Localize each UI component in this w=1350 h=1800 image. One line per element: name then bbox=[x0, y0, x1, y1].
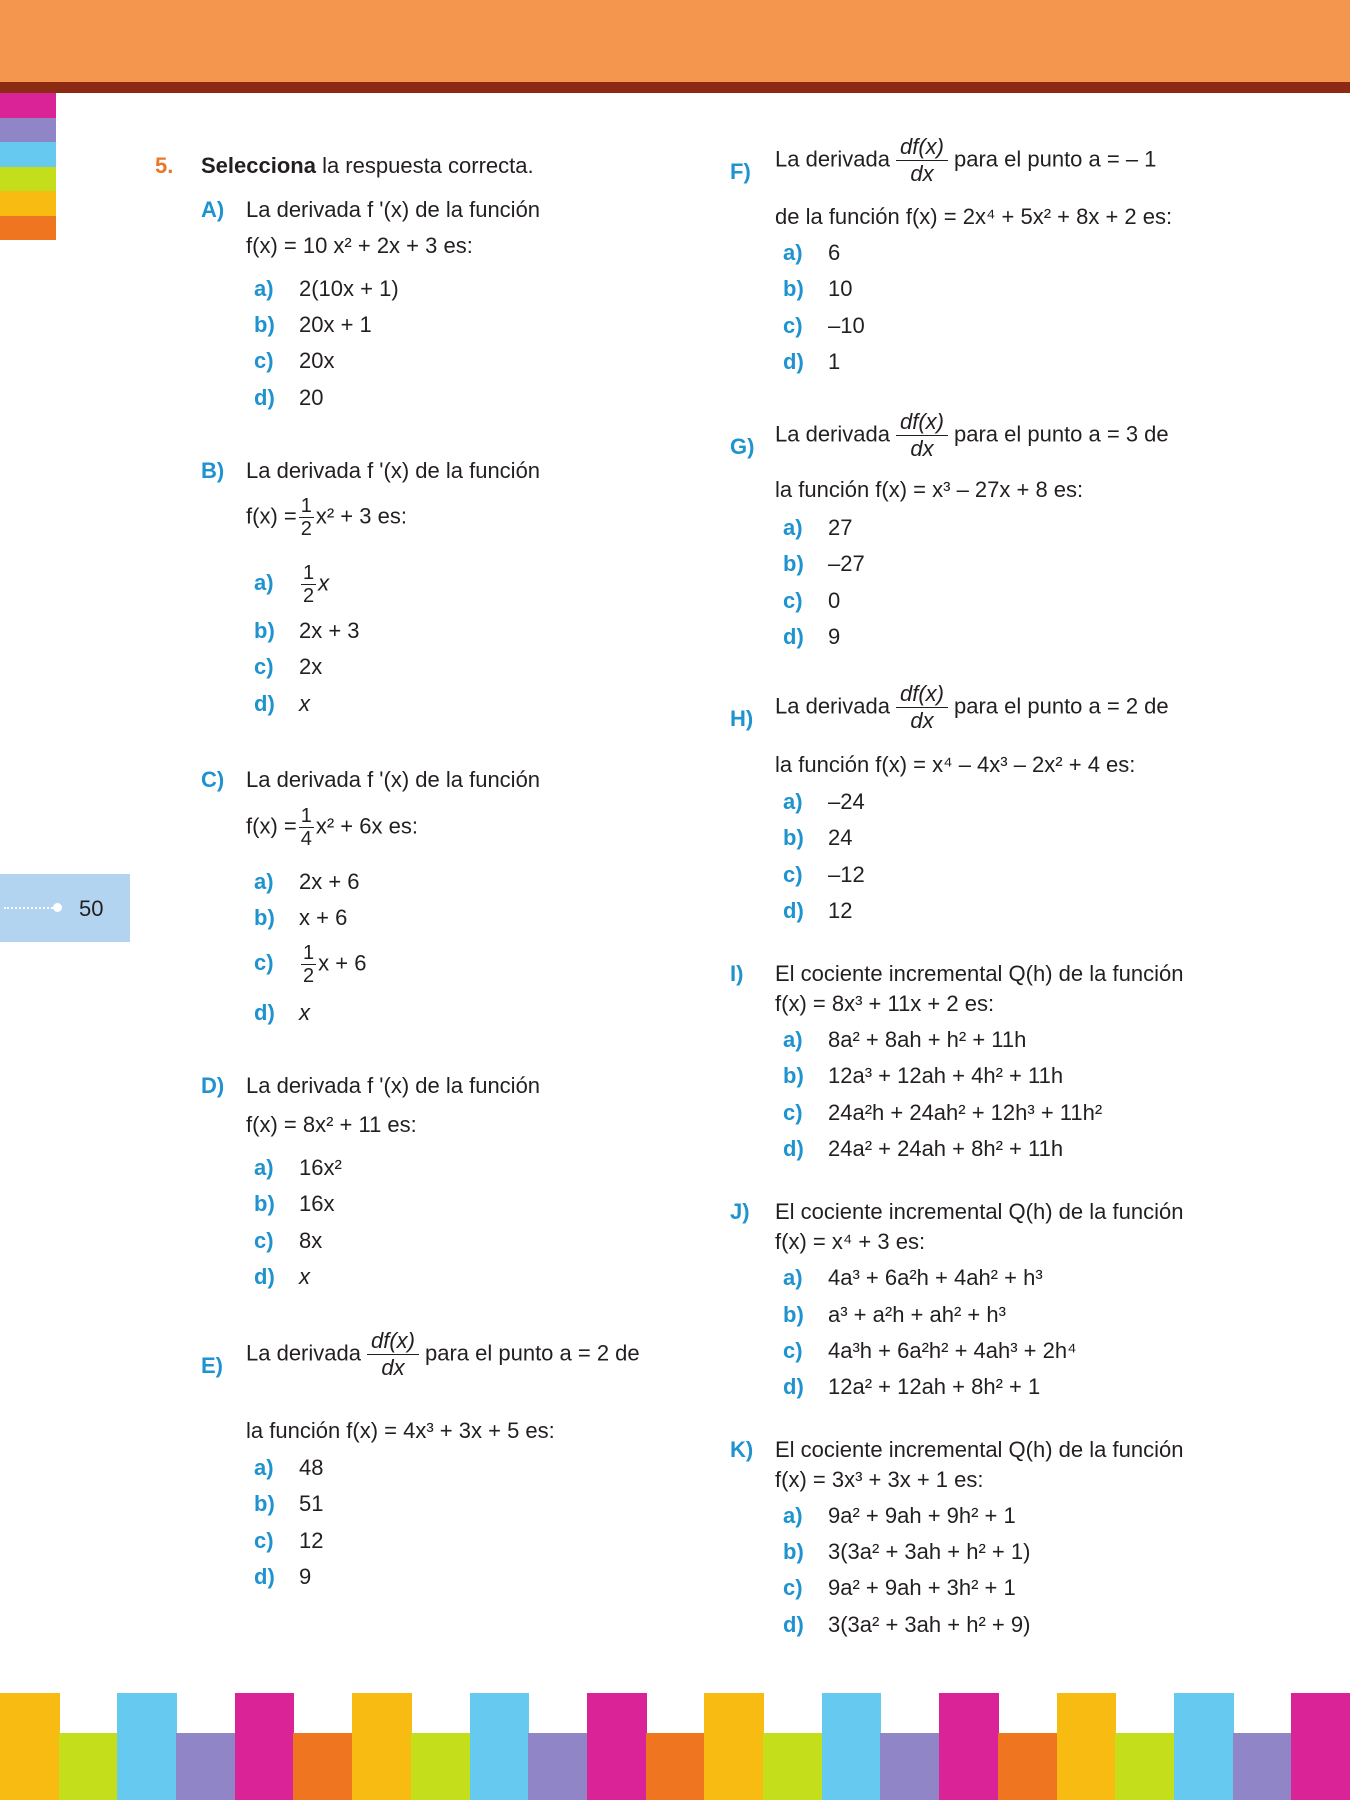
stripe bbox=[0, 1693, 60, 1800]
exercise-intro-bold: Selecciona bbox=[201, 153, 316, 178]
option-b[interactable]: b) 2x + 3 bbox=[254, 618, 360, 643]
option-a[interactable]: a) 2x + 6 bbox=[254, 869, 360, 894]
stripe bbox=[587, 1693, 647, 1800]
question-function: f(x) = 8x³ + 11x + 2 es: bbox=[775, 991, 995, 1016]
bottom-color-stripes bbox=[0, 1693, 1350, 1800]
option-c[interactable]: c) 9a² + 9ah + 3h² + 1 bbox=[783, 1575, 1016, 1600]
option-a[interactable]: a) 2(10x + 1) bbox=[254, 276, 399, 301]
option-d[interactable]: d) 1 bbox=[783, 349, 841, 374]
option-c[interactable]: c) 20x bbox=[254, 348, 335, 373]
question-function: f(x) = 3x³ + 3x + 1 es: bbox=[775, 1467, 984, 1492]
option-d[interactable]: d) x bbox=[254, 691, 310, 716]
question-letter: C) bbox=[201, 767, 225, 792]
question-letter: H) bbox=[730, 706, 754, 731]
question-stem: El cociente incremental Q(h) de la función bbox=[775, 961, 1184, 986]
option-c[interactable]: c) 4a³h + 6a²h² + 4ah³ + 2h⁴ bbox=[783, 1338, 1077, 1363]
question-letter: K) bbox=[730, 1437, 754, 1462]
page-number-tab bbox=[0, 874, 130, 942]
option-d[interactable]: d) x bbox=[254, 1000, 310, 1025]
question-stem: La derivada f '(x) de la función bbox=[246, 1073, 541, 1098]
tab-orange bbox=[0, 216, 56, 241]
option-d[interactable]: d) 12a² + 12ah + 8h² + 1 bbox=[783, 1374, 1041, 1399]
question-function: la función f(x) = 4x³ + 3x + 5 es: bbox=[246, 1418, 555, 1443]
stripe bbox=[352, 1693, 412, 1800]
option-a[interactable]: a) $\frac{1}{2}$ x bbox=[254, 562, 330, 607]
stripe bbox=[235, 1693, 295, 1800]
option-c[interactable]: c) –12 bbox=[783, 862, 865, 887]
question-stem: La derivada f '(x) de la función bbox=[246, 767, 541, 792]
tab-green bbox=[0, 167, 56, 192]
option-d[interactable]: d) 12 bbox=[783, 898, 853, 923]
question-function: f(x) = $\frac{1}{2}$ x² + 3 es: bbox=[246, 495, 407, 540]
stripe bbox=[763, 1733, 823, 1800]
option-c[interactable]: c) 12 bbox=[254, 1528, 324, 1553]
tab-magenta bbox=[0, 93, 56, 118]
option-b[interactable]: b) 20x + 1 bbox=[254, 312, 372, 337]
question-function: f(x) = 10 x² + 2x + 3 es: bbox=[246, 233, 473, 258]
option-a[interactable]: a) 9a² + 9ah + 9h² + 1 bbox=[783, 1503, 1016, 1528]
option-d[interactable]: d) x bbox=[254, 1264, 310, 1289]
stripe bbox=[1115, 1733, 1175, 1800]
option-a[interactable]: a) 48 bbox=[254, 1455, 324, 1480]
question-stem: La derivada $\frac{df(x)}{dx}$ para el punto a = 2 de bbox=[775, 681, 1169, 733]
option-a[interactable]: a) 4a³ + 6a²h + 4ah² + h³ bbox=[783, 1265, 1043, 1290]
exercise-intro bbox=[201, 153, 534, 179]
option-d[interactable]: d) 9 bbox=[254, 1564, 312, 1589]
question-letter: G) bbox=[730, 434, 755, 459]
tab-yellow bbox=[0, 191, 56, 216]
stripe bbox=[704, 1693, 764, 1800]
option-d[interactable]: d) 24a² + 24ah + 8h² + 11h bbox=[783, 1136, 1064, 1161]
question-stem: El cociente incremental Q(h) de la función bbox=[775, 1199, 1184, 1224]
header-rule bbox=[0, 82, 1350, 93]
option-d[interactable]: d) 9 bbox=[783, 624, 841, 649]
stripe bbox=[1233, 1733, 1293, 1800]
stripe bbox=[880, 1733, 940, 1800]
question-stem: La derivada $\frac{df(x)}{dx}$ para el punto a = 3 de bbox=[775, 409, 1169, 461]
stripe bbox=[117, 1693, 177, 1800]
question-stem: La derivada $\frac{df(x)}{dx}$ para el punto a = – 1 bbox=[775, 134, 1157, 186]
tab-blue bbox=[0, 142, 56, 167]
stripe bbox=[939, 1693, 999, 1800]
option-c[interactable]: c) $\frac{1}{2}$ x + 6 bbox=[254, 942, 367, 987]
stripe bbox=[528, 1733, 588, 1800]
question-letter: D) bbox=[201, 1073, 225, 1098]
question-letter: I) bbox=[730, 961, 744, 986]
option-b[interactable]: b) x + 6 bbox=[254, 905, 348, 930]
stripe bbox=[176, 1733, 236, 1800]
option-d[interactable]: d) 20 bbox=[254, 385, 324, 410]
option-a[interactable]: a) 8a² + 8ah + h² + 11h bbox=[783, 1027, 1027, 1052]
option-c[interactable]: c) 2x bbox=[254, 654, 323, 679]
question-letter: E) bbox=[201, 1353, 223, 1378]
stripe bbox=[293, 1733, 353, 1800]
question-letter: F) bbox=[730, 159, 751, 184]
exercise-intro-rest: la respuesta correcta. bbox=[315, 153, 534, 178]
side-color-tabs bbox=[0, 93, 56, 240]
option-b[interactable]: b) 10 bbox=[783, 276, 853, 301]
option-c[interactable]: c) 8x bbox=[254, 1228, 323, 1253]
option-b[interactable]: b) 3(3a² + 3ah + h² + 1) bbox=[783, 1539, 1031, 1564]
question-function: de la función f(x) = 2x⁴ + 5x² + 8x + 2 es: bbox=[775, 204, 1173, 229]
page-number-dots bbox=[4, 907, 56, 909]
stripe bbox=[822, 1693, 882, 1800]
option-b[interactable]: b) 24 bbox=[783, 825, 853, 850]
header-bar bbox=[0, 0, 1350, 82]
question-function: la función f(x) = x⁴ – 4x³ – 2x² + 4 es: bbox=[775, 752, 1136, 777]
question-stem: La derivada f '(x) de la función bbox=[246, 197, 541, 222]
option-b[interactable]: b) a³ + a²h + ah² + h³ bbox=[783, 1302, 1006, 1327]
option-b[interactable]: b) 51 bbox=[254, 1491, 324, 1516]
question-function: f(x) = 8x² + 11 es: bbox=[246, 1112, 417, 1137]
option-a[interactable]: a) 16x² bbox=[254, 1155, 342, 1180]
stripe bbox=[998, 1733, 1058, 1800]
question-letter: B) bbox=[201, 458, 225, 483]
question-stem: El cociente incremental Q(h) de la función bbox=[775, 1437, 1184, 1462]
option-d[interactable]: d) 3(3a² + 3ah + h² + 9) bbox=[783, 1612, 1031, 1637]
stripe bbox=[470, 1693, 530, 1800]
stripe bbox=[1057, 1693, 1117, 1800]
stripe bbox=[1174, 1693, 1234, 1800]
question-stem: La derivada f '(x) de la función bbox=[246, 458, 541, 483]
option-a[interactable]: a) 27 bbox=[783, 515, 853, 540]
option-a[interactable]: a) 6 bbox=[783, 240, 841, 265]
page-number: 50 bbox=[79, 896, 104, 921]
exercise-number: 5. bbox=[155, 153, 174, 178]
question-function: la función f(x) = x³ – 27x + 8 es: bbox=[775, 477, 1084, 502]
option-b[interactable]: b) 12a³ + 12ah + 4h² + 11h bbox=[783, 1063, 1064, 1088]
question-function: f(x) = x⁴ + 3 es: bbox=[775, 1229, 926, 1254]
option-c[interactable]: c) 24a²h + 24ah² + 12h³ + 11h² bbox=[783, 1100, 1103, 1125]
stripe bbox=[411, 1733, 471, 1800]
question-letter: A) bbox=[201, 197, 225, 222]
option-c[interactable]: c) 0 bbox=[783, 588, 841, 613]
option-a[interactable]: a) –24 bbox=[783, 789, 865, 814]
stripe bbox=[646, 1733, 706, 1800]
stripe bbox=[59, 1733, 119, 1800]
option-b[interactable]: b) 16x bbox=[254, 1191, 335, 1216]
question-letter: J) bbox=[730, 1199, 750, 1224]
tab-purple bbox=[0, 118, 56, 143]
option-b[interactable]: b) –27 bbox=[783, 551, 865, 576]
option-c[interactable]: c) –10 bbox=[783, 313, 865, 338]
page-number-dot bbox=[53, 903, 62, 912]
question-function: f(x) = $\frac{1}{4}$ x² + 6x es: bbox=[246, 805, 418, 850]
stripe bbox=[1291, 1693, 1350, 1800]
question-stem: La derivada $\frac{df(x)}{dx}$ para el punto a = 2 de bbox=[246, 1328, 640, 1380]
